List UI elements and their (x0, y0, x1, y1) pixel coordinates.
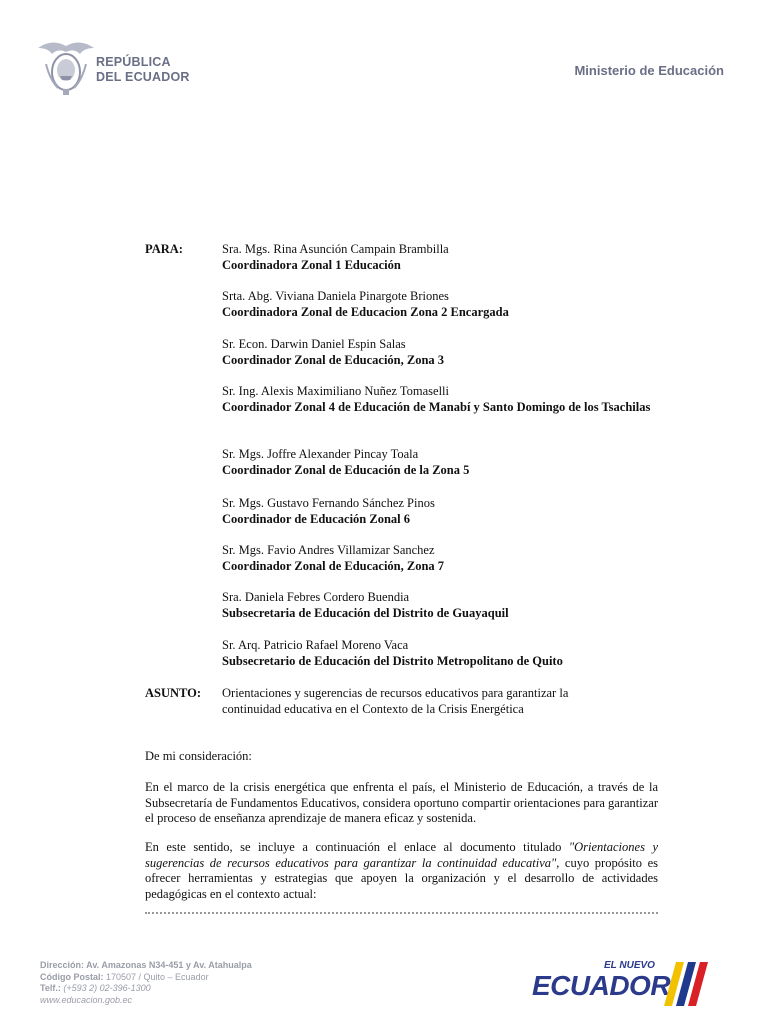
footer-contact (40, 960, 252, 1006)
paragraph-1: En el marco de la crisis energética que enfrenta el país, el Ministerio de Educación, a través de la Subsecretaría de Fundamentos Educativos, considera oportuno compartir orientaciones para garantizar el proceso de enseñanza aprendizaje de manera eficaz y sostenida. (145, 780, 659, 825)
ministry-name: Ministerio de Educación (574, 63, 724, 78)
brand-tagline: EL NUEVO (604, 960, 655, 971)
dotted-separator (145, 912, 658, 914)
document-title: "Orientaciones y sugerencias de recursos educativos para garantizar la continuidad educativa" (145, 840, 658, 870)
recipient-title: Coordinador Zonal 4 de Educación de Manabí y Santo Domingo de los Tsachilas (222, 399, 651, 414)
recipient-9 (222, 638, 642, 669)
republic-line-1: REPÚBLICA (96, 55, 171, 69)
recipient-title: Subsecretario de Educación del Distrito Metropolitano de Quito (222, 653, 563, 668)
flag-stripes-icon (654, 962, 714, 1006)
asunto-text (222, 686, 642, 717)
postal-value: 170507 / Quito – Ecuador (103, 971, 209, 982)
recipient-name: Sr. Mgs. Joffre Alexander Pincay Toala (222, 447, 419, 461)
recipient-title: Coordinador Zonal de Educación, Zona 7 (222, 558, 445, 573)
footer-address (40, 960, 252, 972)
recipient-2 (222, 289, 642, 320)
address-label: Dirección: (40, 960, 85, 970)
recipient-7 (222, 543, 642, 574)
paragraph-2-text-end: , cuyo propósito es ofrecer herramientas y estrategias que apoyen la organización y el desarrollo de actividades pedagógicas en el contexto actual: (145, 855, 658, 901)
asunto-line-2: continuidad educativa en el Contexto de la Crisis Energética (222, 701, 524, 716)
recipient-title: Coordinador Zonal de Educación de la Zona 5 (222, 462, 470, 477)
recipient-title: Coordinador Zonal de Educación, Zona 3 (222, 352, 445, 367)
recipient-1 (222, 242, 642, 273)
recipient-6 (222, 496, 642, 527)
recipient-name: Sr. Ing. Alexis Maximiliano Nuñez Tomaselli (222, 384, 449, 398)
recipient-title: Subsecretaria de Educación del Distrito de Guayaquil (222, 605, 509, 620)
recipient-5 (222, 447, 642, 478)
recipient-4 (222, 384, 652, 415)
footer-phone (40, 983, 252, 995)
republic-line-2: DEL ECUADOR (96, 70, 190, 84)
footer-postal (40, 972, 252, 984)
recipient-name: Sra. Daniela Febres Cordero Buendia (222, 590, 410, 604)
paragraph-2 (145, 840, 658, 902)
republic-name (96, 55, 190, 85)
brand-wordmark: ECUADOR (532, 970, 671, 1001)
recipient-title: Coordinadora Zonal 1 Educación (222, 257, 401, 272)
recipient-name: Srta. Abg. Viviana Daniela Pinargote Briones (222, 289, 449, 303)
para-label: PARA: (145, 242, 183, 256)
paragraph-2-text: En este sentido, se incluye a continuación el enlace al documento titulado (145, 840, 569, 854)
footer-web (40, 995, 252, 1007)
asunto-line-1: Orientaciones y sugerencias de recursos educativos para garantizar la (222, 686, 569, 700)
address-value: Av. Amazonas N34-451 y Av. Atahualpa (84, 960, 252, 970)
recipient-name: Sr. Mgs. Favio Andres Villamizar Sanchez (222, 543, 435, 557)
recipient-title: Coordinador de Educación Zonal 6 (222, 511, 411, 526)
phone-value: (+593 2) 02-396-1300 (60, 983, 151, 993)
recipient-8 (222, 590, 642, 621)
recipient-name: Sr. Mgs. Gustavo Fernando Sánchez Pinos (222, 496, 435, 510)
postal-label: Código Postal: (40, 971, 104, 982)
recipient-name: Sr. Arq. Patricio Rafael Moreno Vaca (222, 638, 409, 652)
coat-of-arms-logo (34, 34, 98, 98)
salutation: De mi consideración: (145, 749, 252, 763)
recipient-name: Sr. Econ. Darwin Daniel Espin Salas (222, 337, 406, 351)
recipient-3 (222, 337, 642, 368)
website-link[interactable]: www.educacion.gob.ec (40, 994, 133, 1005)
asunto-label: ASUNTO: (145, 686, 202, 700)
recipient-name: Sra. Mgs. Rina Asunción Campain Brambilla (222, 242, 449, 256)
phone-label: Telf.: (40, 983, 61, 993)
recipient-title: Coordinadora Zonal de Educacion Zona 2 Encargada (222, 304, 509, 319)
